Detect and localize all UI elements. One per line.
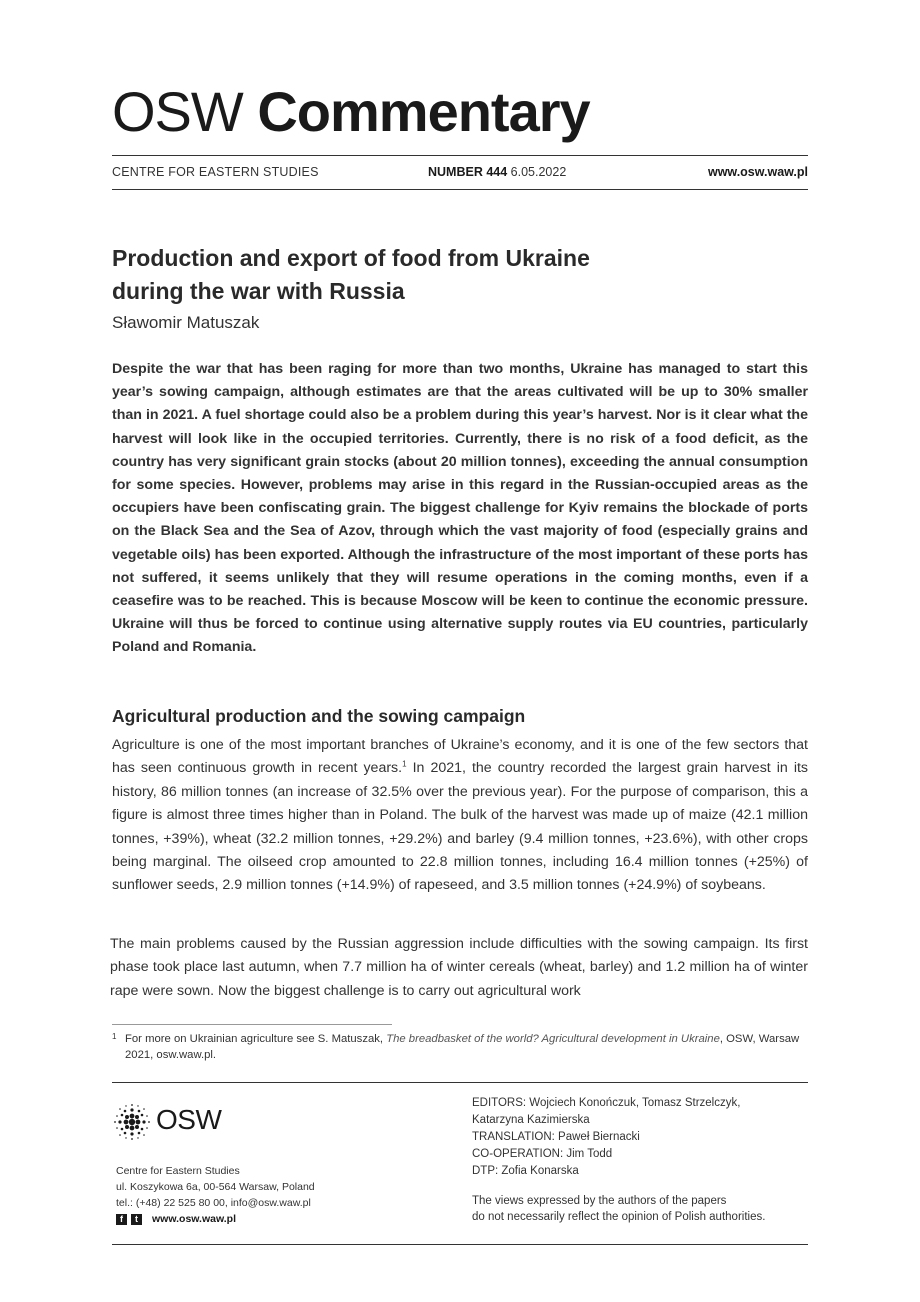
logo-text: OSW [156,1104,222,1135]
title-line-2: during the war with Russia [112,278,405,304]
publication-brand [112,80,590,144]
footnote-rule [112,1024,392,1025]
facebook-icon[interactable]: f [116,1214,127,1225]
footer-website-link[interactable]: www.osw.waw.pl [152,1213,237,1225]
address-line-1: Centre for Eastern Studies [116,1165,240,1177]
translation-credit: TRANSLATION: Paweł Biernacki [472,1131,640,1143]
address-line-3: tel.: (+48) 22 525 80 00, info@osw.waw.pl [116,1197,311,1209]
body-paragraph-1 [112,734,808,898]
editors-line-1: EDITORS: Wojciech Konończuk, Tomasz Strzelczyk, [472,1097,741,1109]
issue-number: NUMBER 444 [428,165,508,179]
body-paragraph-2: The main problems caused by the Russian aggression include difficulties with the sowing campaign. Its first phase took place last autumn, when 7.7 million ha of winter cereals (wheat, barley) and 1.2 million ha of winter rape were sown. Now the biggest challenge is to carry out agricultural work [110,936,808,999]
contact-address [116,1163,315,1227]
osw-logo [112,1100,232,1144]
disclaimer-line-2: do not necessarily reflect the opinion of Polish authorities. [472,1211,766,1223]
header-rule-bottom [112,189,808,190]
editorial-credits [472,1095,808,1180]
header-url[interactable]: www.osw.waw.pl [707,165,808,179]
footnote-body [125,1031,808,1063]
article-title [112,242,808,308]
para1-text-before: Agriculture is one of the most important branches of Ukraine’s economy, and it is one of the few sectors that has seen continuous growth in recent years. [112,737,808,777]
twitter-icon[interactable]: t [131,1214,142,1225]
centre-name: CENTRE FOR EASTERN STUDIES [112,165,319,179]
title-line-1: Production and export of food from Ukraine [112,245,590,271]
lead-paragraph: Despite the war that has been raging for more than two months, Ukraine has managed to start this year’s sowing campaign, although estimates are that the areas cultivated will be up to 30% smaller than in 2021. A fuel shortage could also be a problem during this year’s harvest. Nor is it clear what the harvest will look like in the occupied territories. Currently, there is no risk of a food deficit, as the country has very significant grain stocks (about 20 million tonnes), exceeding the annual consumption for some species. However, problems may arise in this regard in the Russian-occupied areas as the occupiers have been confiscating grain. The biggest challenge for Kyiv remains the blockade of ports on the Black Sea and the Sea of Azov, through which the vast majority of food (especially grains and vegetable oils) has been exported. Although the infrastructure of the most important of these ports has not suffered, it seems unlikely that they will resume operations in the coming months, even if a ceasefire was to be reached. This is because Moscow will be keen to continue the economic pressure. Ukraine will thus be forced to continue using alternative supply routes via EU countries, particularly Poland and Romania. [112,361,808,656]
disclaimer [472,1193,808,1225]
dtp-credit: DTP: Zofia Konarska [472,1165,579,1177]
brand-commentary: Commentary [257,80,590,143]
osw-logo-icon [112,1102,152,1142]
issue-info [428,165,566,179]
article-author: Sławomir Matuszak [112,313,260,332]
para1-text-after: In 2021, the country recorded the largest grain harvest in its history, 86 million tonnes (an increase of 32.5% over the previous year). For the purpose of comparison, this a figure is almost three times higher than in Poland. The bulk of the harvest was made up of maize (42.1 million tonnes, +39%), wheat (32.2 million tonnes, +29.2%) and barley (9.4 million tonnes, +23.6%), with other crops being marginal. The oilseed crop amounted to 22.8 million tonnes, including 16.4 million tonnes (+25%) of sunflower seeds, 2.9 million tonnes (+14.9%) of rapeseed, and 3.5 million tonnes (+24.9%) of soybeans. [112,760,809,894]
section-heading: Agricultural production and the sowing campaign [112,706,526,726]
footnote-cited-title: The breadbasket of the world? Agricultural development in Ukraine [386,1033,720,1045]
footnote-mark: 1 [112,1032,117,1041]
footer-rule-top [112,1082,808,1083]
disclaimer-line-1: The views expressed by the authors of the papers [472,1195,727,1207]
cooperation-credit: CO-OPERATION: Jim Todd [472,1148,613,1160]
footnote-text-before: For more on Ukrainian agriculture see S. Matuszak, [125,1033,387,1045]
footer-rule-bottom [112,1244,808,1245]
footnote-reference[interactable]: 1 [402,759,407,769]
brand-osw: OSW [112,80,243,143]
header-rule-top [112,155,808,156]
editors-line-2: Katarzyna Kazimierska [472,1114,590,1126]
address-line-2: ul. Koszykowa 6a, 00-564 Warsaw, Poland [116,1181,315,1193]
header-meta [112,165,808,181]
social-links [116,1211,315,1227]
footnote-text-after: , OSW, Warsaw 2021, osw.waw.pl. [125,1033,800,1061]
issue-date: 6.05.2022 [510,165,567,179]
